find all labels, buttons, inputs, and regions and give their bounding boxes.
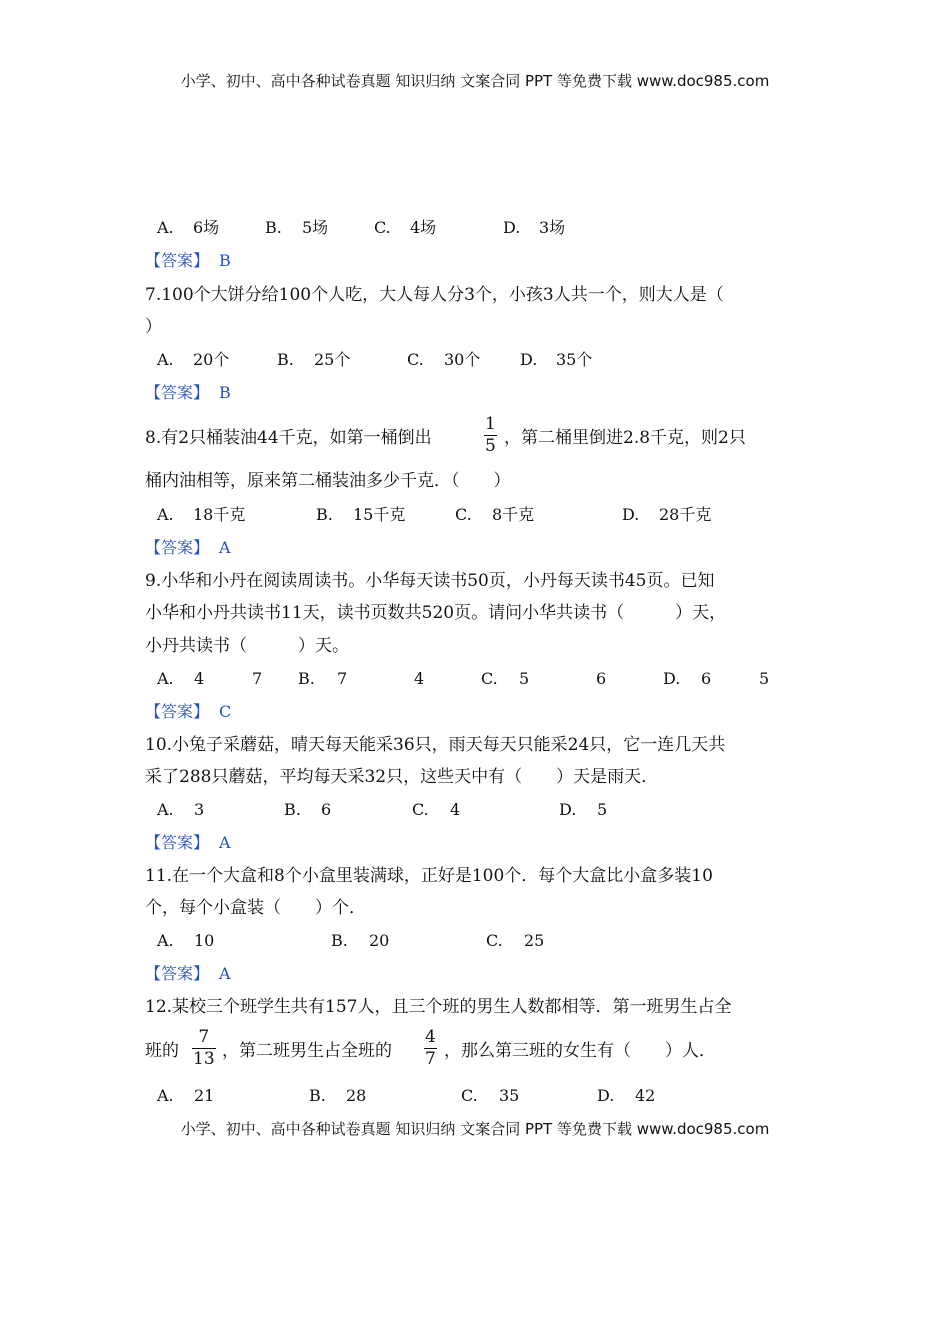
option-c-text: 4	[450, 800, 461, 819]
answer-label: 【答案】	[145, 833, 210, 852]
option-a-letter: A.	[157, 800, 174, 819]
fraction-one-fifth	[484, 415, 497, 456]
option-b-text: 15千克	[353, 505, 406, 524]
option-d-letter: D.	[622, 505, 640, 524]
question-12-line-2c: ，那么第三班的女生有（ ）人．	[444, 1041, 716, 1061]
option-d-letter: D.	[663, 669, 681, 688]
answer-value: C	[219, 702, 232, 721]
option-a-text: 20个	[193, 350, 230, 369]
option-a-text: 10	[194, 931, 215, 950]
answer-value: A	[219, 833, 231, 852]
question-12-line-1: 12.某校三个班学生共有157人，且三个班的男生人数都相等．第一班男生占全	[145, 997, 732, 1017]
option-b-letter: B.	[331, 931, 348, 950]
option-c-letter: C.	[407, 350, 424, 369]
answer-label: 【答案】	[145, 383, 210, 402]
option-a-letter: A.	[157, 1086, 174, 1105]
answer-label: 【答案】	[145, 538, 210, 557]
option-b-letter: B.	[298, 669, 315, 688]
option-a-text: 6场	[193, 218, 220, 237]
question-9-line-3: 小丹共读书（ ）天。	[145, 636, 349, 656]
option-b-letter: B.	[316, 505, 333, 524]
option-d-text: 5	[597, 800, 608, 819]
option-a-value-2: 7	[252, 669, 263, 688]
question-10-line-1: 10.小兔子采蘑菇，晴天每天能采36只，雨天每天只能采24只，它一连几天共	[145, 735, 726, 755]
option-d-text: 3场	[539, 218, 566, 237]
option-c-letter: C.	[455, 505, 472, 524]
answer-8	[145, 538, 231, 558]
question-11-line-1: 11.在一个大盒和8个小盒里装满球，正好是100个．每个大盒比小盒多装10	[145, 866, 713, 886]
option-c-letter: C.	[374, 218, 391, 237]
option-a-letter: A.	[157, 505, 174, 524]
question-7-line-1: 7.100个大饼分给100个人吃，大人每人分3个，小孩3人共一个，则大人是（	[145, 285, 724, 305]
option-d-text: 28千克	[659, 505, 712, 524]
option-c-text: 35	[499, 1086, 520, 1105]
question-8-line-1b: ，第二桶里倒进2.8千克，则2只	[504, 428, 746, 448]
fraction-numerator: 1	[485, 414, 496, 434]
option-b-letter: B.	[277, 350, 294, 369]
fraction-denominator: 7	[425, 1049, 436, 1069]
option-b-letter: B.	[284, 800, 301, 819]
answer-value: A	[219, 538, 231, 557]
option-a-letter: A.	[157, 350, 174, 369]
option-c-value-2: 6	[596, 669, 607, 688]
fraction-numerator: 7	[198, 1027, 210, 1047]
option-d-text: 42	[635, 1086, 656, 1105]
answer-10	[145, 833, 231, 853]
option-b-letter: B.	[309, 1086, 326, 1105]
option-c-letter: C.	[412, 800, 429, 819]
option-b-letter: B.	[265, 218, 282, 237]
option-c-text: 4场	[410, 218, 437, 237]
question-8-line-2: 桶内油相等，原来第二桶装油多少千克．（ ）	[145, 471, 511, 491]
answer-value: B	[219, 251, 231, 270]
option-d-letter: D.	[520, 350, 538, 369]
option-a-text: 18千克	[193, 505, 246, 524]
question-12-line-2a: 班的	[145, 1041, 179, 1061]
option-c-letter: C.	[461, 1086, 478, 1105]
option-c-value-1: 5	[519, 669, 530, 688]
question-12-line-2b: ，第二班男生占全班的	[222, 1041, 392, 1061]
option-c-letter: C.	[481, 669, 498, 688]
answer-6	[145, 251, 231, 271]
option-a-letter: A.	[157, 669, 174, 688]
option-c-letter: C.	[486, 931, 503, 950]
option-a-letter: A.	[157, 218, 174, 237]
option-b-text: 5场	[302, 218, 329, 237]
option-a-text: 21	[194, 1086, 215, 1105]
page-header: 小学、初中、高中各种试卷真题 知识归纳 文案合同 PPT 等免费下载 www.doc985.com	[180, 72, 770, 90]
option-b-text: 25个	[314, 350, 351, 369]
fraction-numerator: 4	[425, 1027, 436, 1047]
option-b-text: 6	[321, 800, 332, 819]
option-c-text: 25	[524, 931, 545, 950]
option-a-text: 3	[194, 800, 205, 819]
option-a-value-1: 4	[194, 669, 205, 688]
answer-label: 【答案】	[145, 251, 210, 270]
option-d-letter: D.	[597, 1086, 615, 1105]
option-d-letter: D.	[559, 800, 577, 819]
question-8-line-1a: 8.有2只桶装油44千克，如第一桶倒出	[145, 428, 432, 448]
option-d-letter: D.	[503, 218, 521, 237]
question-9-line-1: 9.小华和小丹在阅读周读书。小华每天读书50页，小丹每天读书45页。已知	[145, 571, 715, 591]
option-d-value-1: 6	[701, 669, 712, 688]
option-b-value-1: 7	[337, 669, 348, 688]
question-9-line-2: 小华和小丹共读书11天，读书页数共520页。请问小华共读书（ ）天，	[145, 603, 727, 623]
answer-7	[145, 383, 231, 403]
question-7-line-2: ）	[145, 317, 162, 337]
option-c-text: 30个	[444, 350, 481, 369]
answer-11	[145, 964, 231, 984]
option-d-text: 35个	[556, 350, 593, 369]
fraction-denominator: 5	[485, 436, 496, 456]
option-b-text: 28	[346, 1086, 367, 1105]
fraction-seven-thirteenths	[192, 1028, 216, 1069]
fraction-four-sevenths	[424, 1028, 437, 1069]
question-11-line-2: 个，每个小盒装（ ）个．	[145, 898, 366, 918]
answer-value: B	[219, 383, 231, 402]
answer-label: 【答案】	[145, 702, 210, 721]
answer-label: 【答案】	[145, 964, 210, 983]
option-a-letter: A.	[157, 931, 174, 950]
option-d-value-2: 5	[759, 669, 770, 688]
option-b-value-2: 4	[414, 669, 425, 688]
option-b-text: 20	[369, 931, 390, 950]
answer-value: A	[219, 964, 231, 983]
fraction-denominator: 13	[193, 1049, 215, 1069]
question-10-line-2: 采了288只蘑菇，平均每天采32只，这些天中有（ ）天是雨天．	[145, 767, 659, 787]
page-footer: 小学、初中、高中各种试卷真题 知识归纳 文案合同 PPT 等免费下载 www.doc985.com	[180, 1120, 770, 1138]
option-c-text: 8千克	[492, 505, 535, 524]
answer-9	[145, 702, 231, 722]
